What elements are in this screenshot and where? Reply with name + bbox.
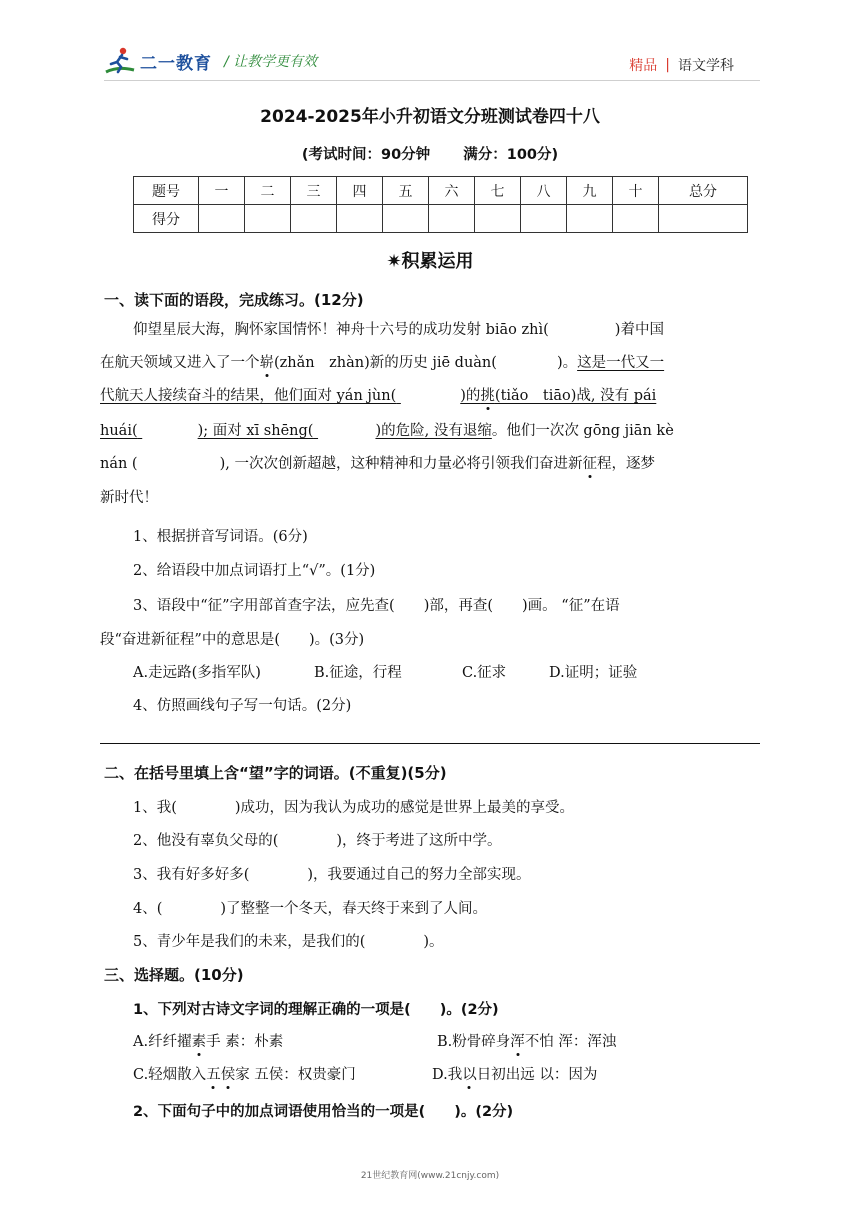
underlined-text: 代航天人接续奋斗的结果，他们面对 yán jùn( [100, 388, 397, 404]
q3-heading: 三、选择题。(10分) [104, 966, 244, 984]
underlined-text: (tiǎo tiāo)战, 没有 pái [494, 388, 657, 404]
option-b[interactable]: B.征途，行程 [314, 665, 402, 681]
option-text: 手 素：朴素 [206, 1034, 284, 1050]
passage-line-3 [100, 388, 762, 405]
exam-time: (考试时间：90分钟 [301, 147, 431, 163]
answer-blank[interactable] [313, 423, 375, 440]
q2-item: 1、我( )成功，因为我认为成功的感觉是世界上最美的享受。 [133, 800, 575, 816]
premium-tag: 精品 [629, 58, 658, 74]
q2-item: 5、青少年是我们的未来，是我们的( )。 [133, 934, 444, 950]
dotted-char: 征 [582, 456, 597, 472]
q3-sub1: 1、下列对古诗文字词的理解正确的一项是( )。(2分) [133, 1002, 499, 1018]
option-text: D.我 [432, 1067, 463, 1083]
dotted-char: 素 [191, 1034, 207, 1050]
passage-line-5 [100, 456, 762, 473]
tag-separator: | [665, 57, 670, 73]
passage-text: ), 一次次创新超越，这种精神和力量必将引领我们奋进新 [219, 456, 583, 472]
passage-text: 在航天领域又进入了一个 [100, 355, 260, 371]
passage-text: 仰望星辰大海，胸怀家国情怀！神舟十六号的成功发射 biāo zhì( [133, 322, 549, 338]
dotted-char: 浑 [510, 1034, 525, 1050]
answer-blank[interactable] [396, 388, 460, 405]
subject-tag: 语文学科 [678, 58, 734, 74]
q2-item: 2、他没有辜负父母的( )，终于考进了这所中学。 [133, 833, 502, 849]
score-col: 十 [613, 177, 659, 205]
question-number-label: 题号 [134, 177, 199, 205]
dotted-char: 五 [206, 1067, 221, 1083]
score-cell[interactable] [613, 205, 659, 233]
passage-text: )。 [556, 355, 578, 371]
section-title: ✷积累运用 [386, 251, 474, 272]
score-cell[interactable] [199, 205, 245, 233]
passage-text: 程，逐梦 [596, 456, 655, 472]
score-col: 三 [291, 177, 337, 205]
passage-line-6: 新时代！ [100, 490, 158, 506]
dotted-char: 侯 [220, 1067, 236, 1083]
q1-sub1: 1、根据拼音写词语。(6分) [133, 529, 308, 545]
passage-line-1 [133, 322, 762, 339]
q2-heading: 二、在括号里填上含“望”字的词语。(不重复)(5分) [104, 764, 447, 782]
dotted-char: 以 [462, 1067, 477, 1083]
score-cell[interactable] [337, 205, 383, 233]
score-table-header-row [134, 177, 748, 205]
footer-source: 21世纪教育网(www.21cnjy.com) [360, 1171, 500, 1181]
underlined-text: )的危险, 没有退缩 [375, 423, 492, 439]
q1-sub2: 2、给语段中加点词语打上“√”。(1分) [133, 563, 376, 579]
score-cell[interactable] [245, 205, 291, 233]
slogan: / 让教学更有效 [224, 54, 318, 70]
score-cell[interactable] [291, 205, 337, 233]
full-score: 满分：100分) [463, 147, 559, 163]
runner-logo-icon [104, 46, 136, 76]
q1-sub3-line2: 段“奋进新征程”中的意思是( )。(3分) [100, 632, 365, 648]
score-cell[interactable] [659, 205, 748, 233]
score-cell[interactable] [383, 205, 429, 233]
answer-blank[interactable] [138, 423, 198, 440]
score-table-score-row [134, 205, 748, 233]
option-text: C.轻烟散入 [133, 1067, 207, 1083]
passage-text: 。他们一次次 gōng jiān kè [491, 423, 674, 439]
option-text: B.粉骨碎身 [437, 1034, 511, 1050]
score-col: 四 [337, 177, 383, 205]
passage-text: )着中国 [614, 322, 664, 338]
q3-option-b[interactable] [437, 1030, 616, 1051]
answer-line[interactable] [100, 743, 760, 744]
option-text: 不怕 浑：浑浊 [524, 1034, 617, 1050]
passage-line-2 [100, 355, 762, 372]
option-a[interactable]: A.走远路(多指军队) [133, 665, 261, 681]
logo-text: 二一教育 [140, 53, 212, 74]
option-text: A.纤纤擢 [133, 1034, 192, 1050]
option-text: 日初出远 以：因为 [476, 1067, 598, 1083]
passage-text: nán ( [100, 456, 138, 472]
score-col: 七 [475, 177, 521, 205]
passage-line-4 [100, 423, 762, 440]
q3-option-a[interactable] [133, 1030, 283, 1051]
score-col: 八 [521, 177, 567, 205]
score-col: 五 [383, 177, 429, 205]
underlined-text: ); 面对 xī shēng( [197, 423, 314, 439]
brand-logo [104, 46, 317, 76]
q3-option-d[interactable] [432, 1063, 597, 1084]
option-text: 家 五侯：权贵豪门 [235, 1067, 356, 1083]
q2-item: 3、我有好多好多( )，我要通过自己的努力全部实现。 [133, 867, 531, 883]
score-cell[interactable] [521, 205, 567, 233]
dotted-char: 挑 [480, 388, 495, 404]
score-label: 得分 [134, 205, 199, 233]
q1-sub4: 4、仿照画线句子写一句话。(2分) [133, 698, 352, 714]
exam-title: 2024-2025年小升初语文分班测试卷四十八 [260, 107, 600, 127]
score-col: 六 [429, 177, 475, 205]
score-table [133, 176, 748, 233]
score-col: 一 [199, 177, 245, 205]
score-col: 二 [245, 177, 291, 205]
underlined-text: huái( [100, 423, 138, 439]
option-c[interactable]: C.征求 [462, 665, 507, 681]
q2-item: 4、( )了整整一个冬天，春天终于来到了人间。 [133, 901, 488, 917]
header-divider [104, 80, 760, 81]
score-col: 九 [567, 177, 613, 205]
option-d[interactable]: D.证明；证验 [549, 665, 638, 681]
q3-option-c[interactable] [133, 1063, 356, 1084]
score-col: 总分 [659, 177, 748, 205]
q1-heading: 一、读下面的语段，完成练习。(12分) [104, 291, 364, 309]
dotted-char: 崭 [259, 355, 274, 371]
q1-sub3-line1: 3、语段中“征”字用部首查字法，应先查( )部，再查( )画。 “征”在语 [133, 598, 620, 614]
score-cell[interactable] [429, 205, 475, 233]
underlined-text: )的 [460, 388, 481, 404]
passage-text: (zhǎn zhàn)新的历史 jiē duàn( [274, 355, 497, 371]
score-cell[interactable] [475, 205, 521, 233]
q3-sub2: 2、下面句子中的加点词语使用恰当的一项是( )。(2分) [133, 1104, 514, 1120]
score-cell[interactable] [567, 205, 613, 233]
header-tags [629, 55, 734, 75]
underlined-text: 这是一代又一 [577, 355, 665, 371]
exam-subtitle [0, 143, 860, 164]
